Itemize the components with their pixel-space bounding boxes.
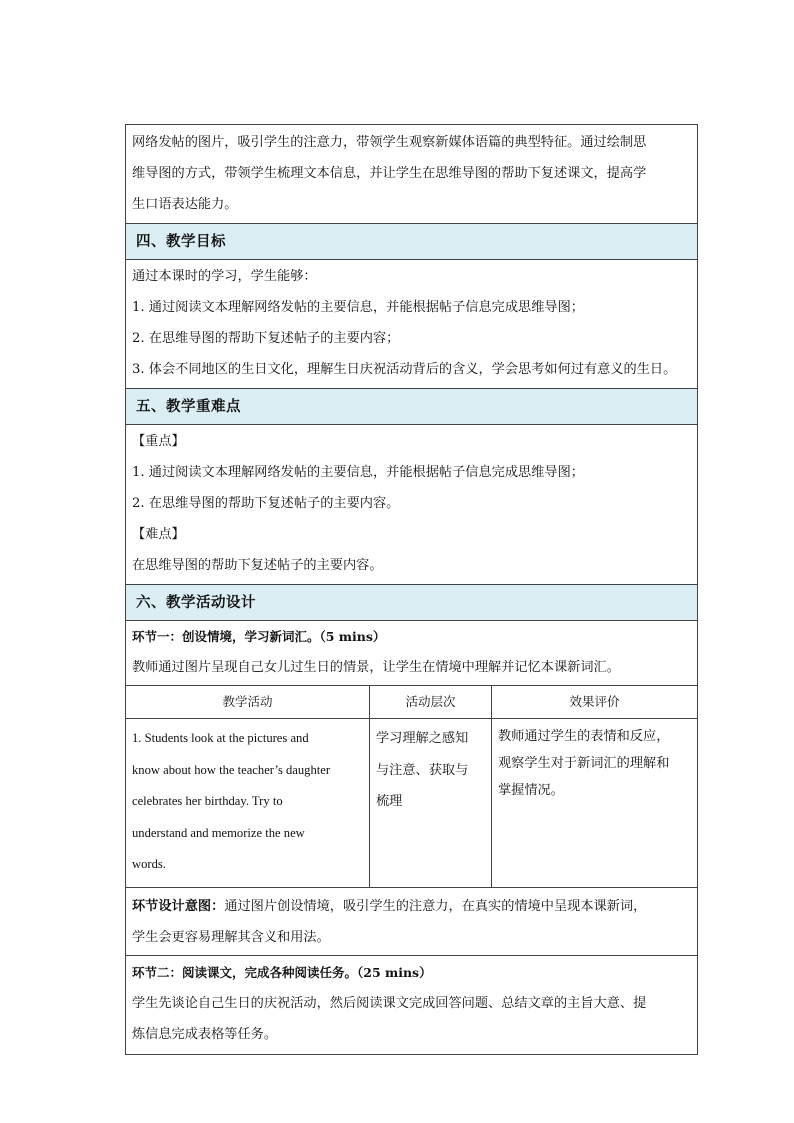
evaluation-line: 掌握情况。 [498,783,564,798]
stage1-title: 环节一：创设情境，学习新词汇。（5 mins） [132,629,386,644]
activity-line: understand and memorize the new [132,825,305,840]
objective-line: 3. 体会不同地区的生日文化，理解生日庆祝活动背后的含义，学会思考如何过有意义的生日。 [132,362,677,377]
intent-line: 学生会更容易理解其含义和用法。 [132,929,330,945]
objective-line: 通过本课时的学习，学生能够： [132,269,317,284]
key-points-cell [126,425,697,585]
level-line: 与注意、获取与 [376,762,469,778]
intro-line: 生口语表达能力。 [132,197,238,212]
activity-table [126,686,697,888]
stage1-header-cell [126,621,697,686]
stage2-title: 环节二：阅读课文，完成各种阅读任务。（25 mins） [132,964,432,980]
column-header-activity: 教学活动 [126,686,370,719]
objective-line: 2. 在思维导图的帮助下复述帖子的主要内容； [132,331,400,346]
section-heading-objectives: 四、教学目标 [126,224,697,260]
stage2-line: 学生先谈论自己生日的庆祝活动，然后阅读课文完成回答问题、总结文章的主旨大意、提 [132,995,647,1011]
intro-cell [126,125,697,224]
key-point-label: 【重点】 [132,434,185,449]
difficulty-label: 【难点】 [132,527,185,542]
key-point-line: 1. 通过阅读文本理解网络发帖的主要信息，并能根据帖子信息完成思维导图； [132,465,584,480]
document-page [125,124,698,1055]
column-header-evaluation: 效果评价 [492,686,697,719]
level-cell [370,719,492,887]
intent-line: 环节设计意图：通过图片创设情境，吸引学生的注意力，在真实的情境中呈现本课新词， [132,898,647,914]
objective-line: 1. 通过阅读文本理解网络发帖的主要信息，并能根据帖子信息完成思维导图； [132,300,584,315]
intent-label: 环节设计意图： [132,898,225,914]
section-heading-activities: 六、教学活动设计 [126,585,697,621]
evaluation-line: 观察学生对于新词汇的理解和 [498,756,670,771]
stage2-cell [126,956,697,1054]
intro-line: 维导图的方式，带领学生梳理文本信息，并让学生在思维导图的帮助下复述课文，提高学 [132,166,647,181]
activity-line: words. [132,857,166,871]
evaluation-cell [492,719,697,887]
intro-line: 网络发帖的图片，吸引学生的注意力，带领学生观察新媒体语篇的典型特征。通过绘制思 [132,135,647,150]
key-point-line: 2. 在思维导图的帮助下复述帖子的主要内容。 [132,496,400,511]
evaluation-line: 教师通过学生的表情和反应， [498,729,670,744]
lesson-plan-table [125,124,698,1055]
level-line: 学习理解之感知 [376,731,469,746]
level-line: 梳理 [376,794,403,809]
activity-line: 1. Students look at the pictures and [132,731,309,745]
section-heading-key-points: 五、教学重难点 [126,389,697,425]
activity-line: celebrates her birthday. Try to [132,794,283,808]
stage1-intent-cell [126,888,697,956]
column-header-level: 活动层次 [370,686,492,719]
objectives-cell [126,260,697,389]
difficulty-line: 在思维导图的帮助下复述帖子的主要内容。 [132,558,383,573]
activity-cell [126,719,370,887]
stage1-description: 教师通过图片呈现自己女儿过生日的情景，让学生在情境中理解并记忆本课新词汇。 [132,660,620,675]
activity-line: know about how the teacher’s daughter [132,762,331,777]
stage2-line: 炼信息完成表格等任务。 [132,1026,278,1042]
